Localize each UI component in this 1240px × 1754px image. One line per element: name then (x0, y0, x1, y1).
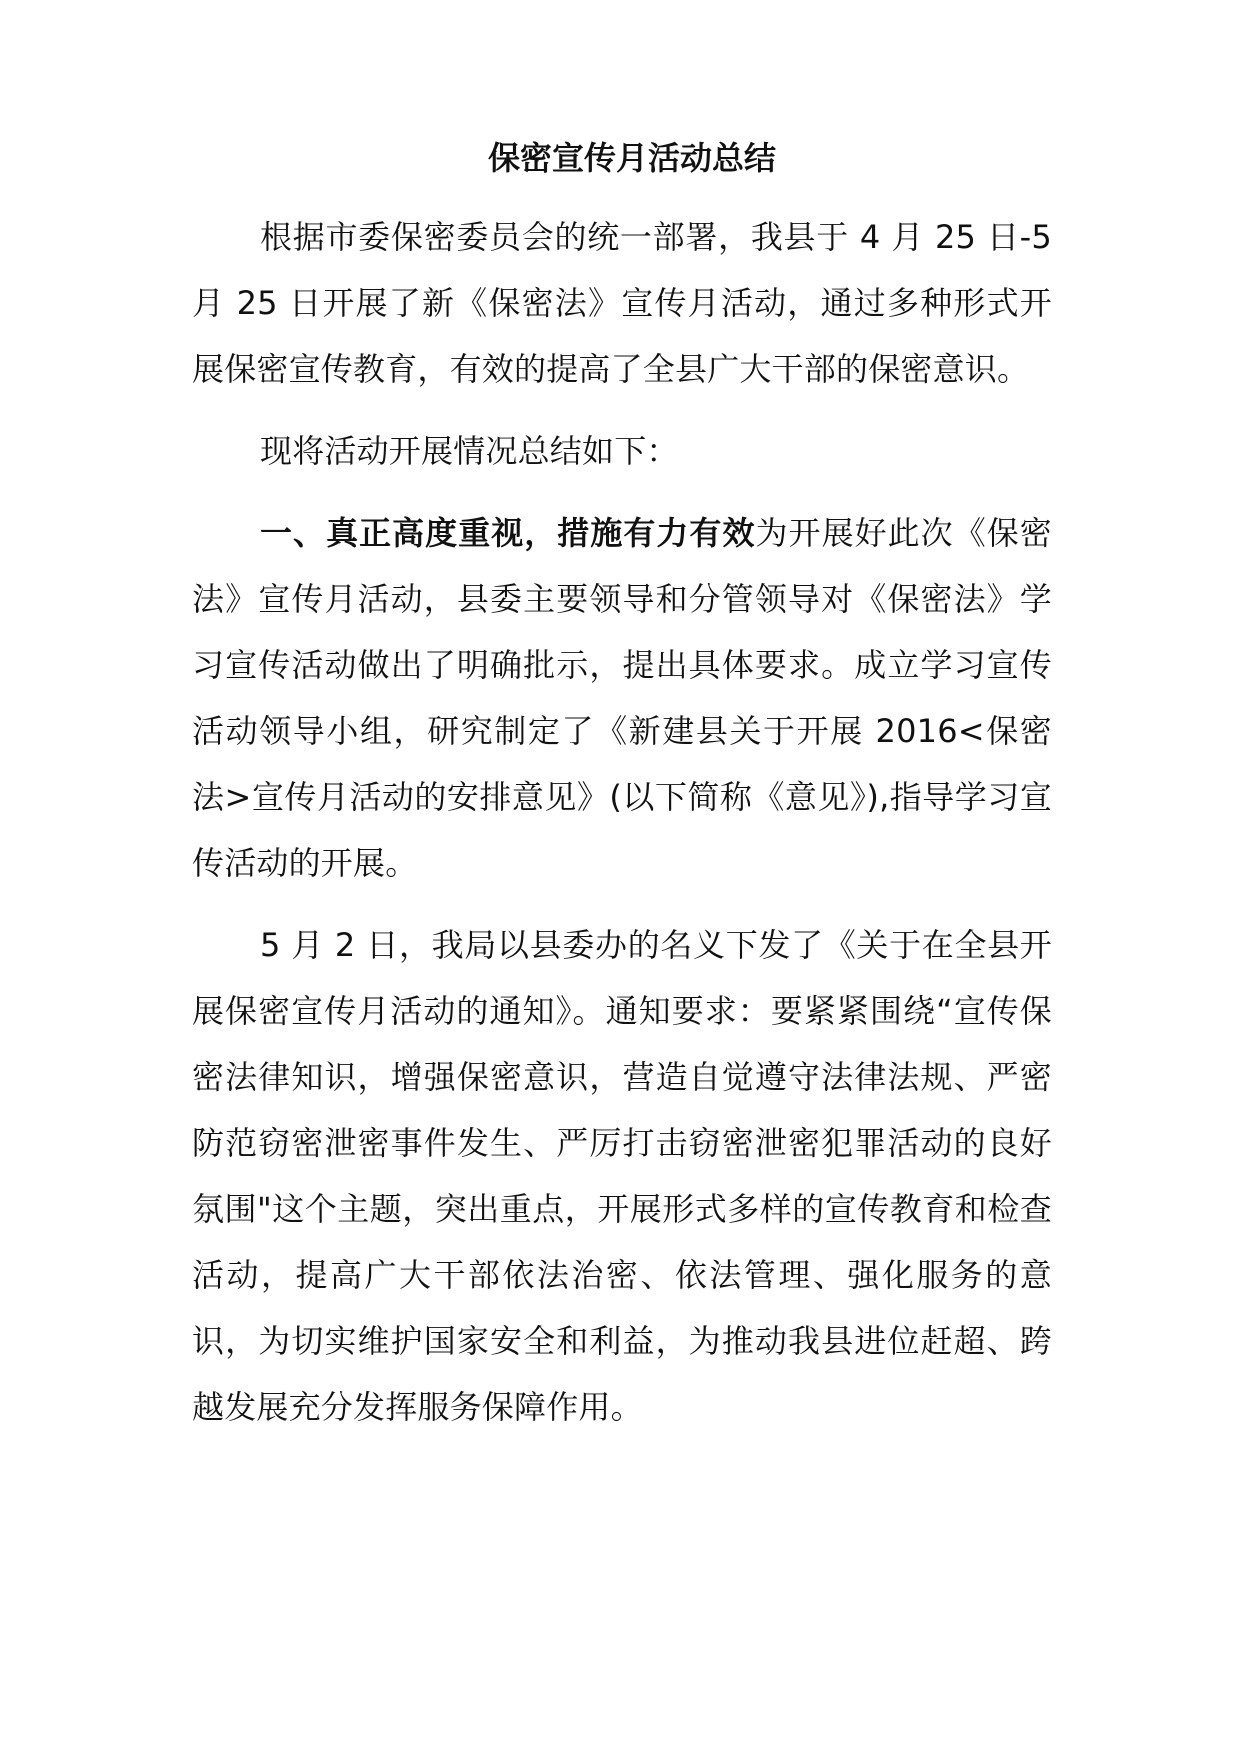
section-one-text: 为开展好此次《保密法》宣传月活动，县委主要领导和分管领导对《保密法》学习宣传活动做出了明确批示，提出具体要求。成立学习宣传活动领导小组，研究制定了《新建县关于开展 2016<保密法>宣传月活动的安排意见》(以下简称《意见》),指导学习宣传活动的开展。 (192, 514, 1052, 882)
paragraph-section-one (192, 500, 1052, 896)
paragraph-intro (192, 204, 1052, 402)
paragraph-notice-text: 5 月 2 日，我局以县委办的名义下发了《关于在全县开展保密宣传月活动的通知》。通知要求：要紧紧围绕“宣传保密法律知识，增强保密意识，营造自觉遵守法律法规、严密防范窃密泄密事件发生、严厉打击窃密泄密犯罪活动的良好氛围"这个主题，突出重点，开展形式多样的宣传教育和检查活动，提高广大干部依法治密、依法管理、强化服务的意识，为切实维护国家安全和利益，为推动我县进位赶超、跨越发展充分发挥服务保障作用。 (192, 926, 1052, 1426)
document-body (192, 138, 1052, 1456)
paragraph-intro-text: 根据市委保密委员会的统一部署，我县于 4 月 25 日-5 月 25 日开展了新《保密法》宣传月活动，通过多种形式开展保密宣传教育，有效的提高了全县广大干部的保密意识。 (192, 218, 1052, 388)
section-one-heading: 一、真正高度重视，措施有力有效 (260, 514, 756, 552)
paragraph-summary-lead-text: 现将活动开展情况总结如下： (260, 432, 679, 470)
paragraph-summary-lead (192, 418, 1052, 484)
paragraph-notice (192, 912, 1052, 1440)
document-title: 保密宣传月活动总结 (487, 139, 776, 177)
